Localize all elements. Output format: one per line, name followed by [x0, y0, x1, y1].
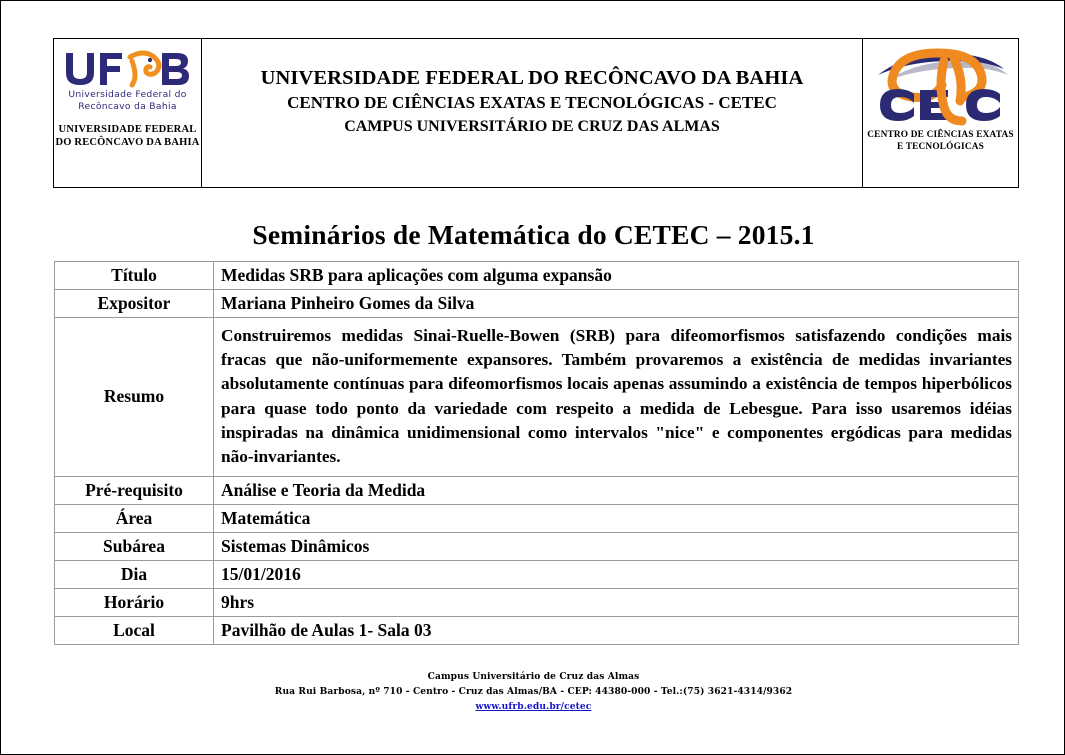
row-value-local: Pavilhão de Aulas 1- Sala 03	[214, 617, 1019, 645]
row-label-local: Local	[55, 617, 214, 645]
ufrb-logo-cell	[54, 39, 202, 187]
footer-campus-line: Campus Universitário de Cruz das Almas	[427, 671, 640, 682]
row-label-horario: Horário	[55, 589, 214, 617]
table-row	[55, 262, 1019, 290]
ufrb-logo	[62, 47, 194, 113]
table-row	[55, 477, 1019, 505]
cetec-caption	[867, 129, 1013, 153]
cetec-logo-icon	[868, 45, 1014, 127]
row-value-dia: 15/01/2016	[214, 561, 1019, 589]
table-row	[55, 318, 1019, 477]
row-value-pre-requisito: Análise e Teoria da Medida	[214, 477, 1019, 505]
table-row	[55, 505, 1019, 533]
row-label-dia: Dia	[55, 561, 214, 589]
cetec-logo	[868, 45, 1014, 127]
cetec-logo-cell	[863, 39, 1018, 187]
row-value-expositor: Mariana Pinheiro Gomes da Silva	[214, 290, 1019, 318]
table-row	[55, 589, 1019, 617]
ufrb-wordmark-icon	[62, 47, 194, 91]
row-label-subarea: Subárea	[55, 533, 214, 561]
ufrb-tagline	[62, 89, 194, 112]
ufrb-caption	[55, 123, 199, 149]
ufrb-tagline-line2: Recôncavo da Bahia	[78, 100, 177, 112]
footer-website-line	[1, 699, 1065, 714]
institution-line-2: CENTRO DE CIÊNCIAS EXATAS E TECNOLÓGICAS - CETEC	[287, 93, 777, 112]
table-row	[55, 617, 1019, 645]
row-value-titulo: Medidas SRB para aplicações com alguma expansão	[214, 262, 1019, 290]
page-title: Seminários de Matemática do CETEC – 2015.1	[252, 219, 815, 250]
row-label-resumo: Resumo	[55, 318, 214, 477]
footer-address-line: Rua Rui Barbosa, nº 710 - Centro - Cruz das Almas/BA - CEP: 44380-000 - Tel.:(75) 3621-4314/9362	[274, 686, 793, 697]
institution-name-cell	[202, 39, 863, 187]
table-row	[55, 533, 1019, 561]
institution-line-3: CAMPUS UNIVERSITÁRIO DE CRUZ DAS ALMAS	[344, 118, 720, 135]
table-row	[55, 290, 1019, 318]
ufrb-caption-line1: UNIVERSIDADE FEDERAL	[58, 124, 197, 135]
ufrb-caption-line2: DO RECÔNCAVO DA BAHIA	[55, 137, 200, 148]
row-value-resumo: Construiremos medidas Sinai-Ruelle-Bowen (SRB) para difeomorfismos satisfazendo condições mais fracas que não-uniformemente expansores. Também provaremos a existência de medidas invariantes absolutamente contínuas para difeomorfismos locais apenas assumindo a existência de tempos hiperbólicos para quase todo ponto da variedade com respeito a medida de Lebesgue. Para isso usaremos idéias inspiradas na dinâmica unidimensional como intervalos "nice" e componentes ergódicas para medidas não-invariantes.	[214, 318, 1019, 477]
document-header	[53, 38, 1019, 188]
ufrb-tagline-line1: Universidade Federal do	[68, 89, 187, 100]
row-value-area: Matemática	[214, 505, 1019, 533]
table-row	[55, 561, 1019, 589]
cetec-caption-line2: E TECNOLÓGICAS	[896, 142, 985, 152]
row-label-pre-requisito: Pré-requisito	[55, 477, 214, 505]
row-label-area: Área	[55, 505, 214, 533]
footer-website-link[interactable]: www.ufrb.edu.br/cetec	[475, 701, 592, 712]
institution-line-1: UNIVERSIDADE FEDERAL DO RECÔNCAVO DA BAHIA	[260, 67, 804, 89]
row-value-horario: 9hrs	[214, 589, 1019, 617]
row-value-subarea: Sistemas Dinâmicos	[214, 533, 1019, 561]
row-label-expositor: Expositor	[55, 290, 214, 318]
document-footer	[1, 669, 1065, 714]
cetec-caption-line1: CENTRO DE CIÊNCIAS EXATAS	[867, 130, 1014, 140]
seminar-info-table	[54, 261, 1019, 645]
row-label-titulo: Título	[55, 262, 214, 290]
